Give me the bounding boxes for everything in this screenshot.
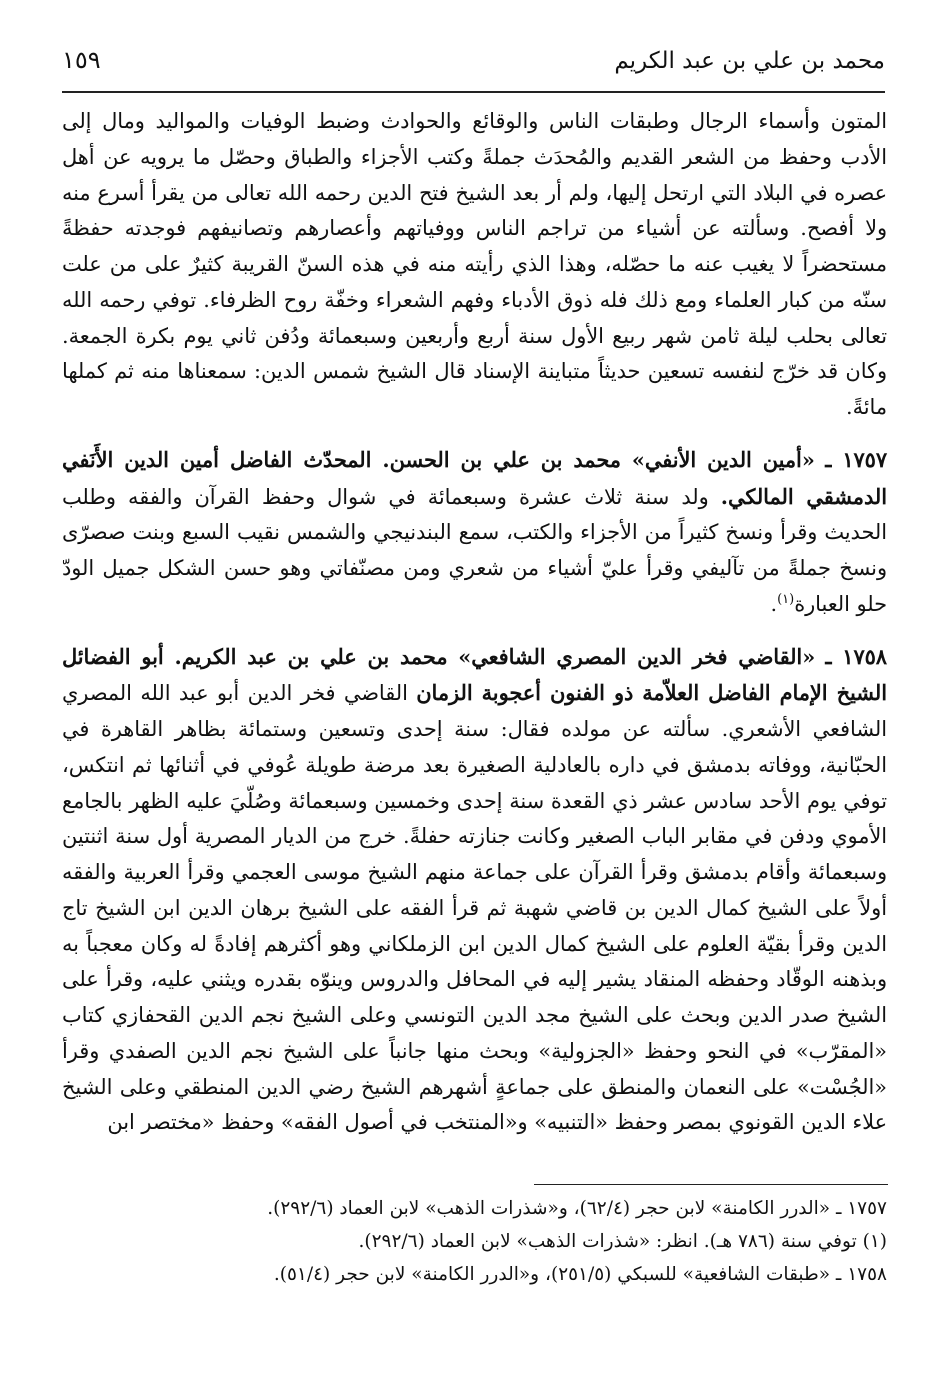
entry-1757 (62, 442, 887, 623)
entry-heading: «أمين الدين الأنفي» محمد بن علي بن الحسن. المحدّث الفاضل أمين الدين الأَنَفي الدمشقي المالكي. (62, 446, 887, 509)
running-title: محمد بن علي بن عبد الكريم (614, 48, 885, 74)
header-rule (62, 91, 885, 93)
entry-heading: «القاضي فخر الدين المصري الشافعي» محمد بن علي بن عبد الكريم. أبو الفضائل الشيخ الإمام الفاضل العلاّمة ذو الفنون أعجوبة الزمان (62, 643, 887, 706)
footnote-1757: ١٧٥٧ ـ «الدرر الكامنة» لابن حجر (٦٢/٤)، و«شذرات الذهب» لابن العماد (٢٩٢/٦). (267, 1198, 887, 1219)
page-number: ١٥٩ (62, 46, 101, 74)
entry-text: ولد سنة ثلاث عشرة وسبعمائة في شوال وحفظ القرآن والفقه وطلب الحديث وقرأ ونسخ كثيراً من الأجزاء والكتب، سمع البندنيجي والشمس نقيب السبع وبنت صصرّى ونسخ جملةً من تآليفي وقرأ عليّ أشياء من شعري ومن مصنّفاتي وهو حسن الشكل جميل الودّ حلو العبارة (62, 484, 887, 616)
intro-paragraph (62, 104, 887, 426)
entry-end: . (770, 591, 778, 616)
entry-text: القاضي فخر الدين أبو عبد الله المصري الشافعي الأشعري. سألته عن مولده فقال: سنة إحدى وتسعين وستمائة بظاهر القاهرة في الحبّانية، ووفاته بدمشق في داره بالعادلية الصغيرة بعد مرضة طويلة عُوفي في أثنائها ثم انتكس، توفي يوم الأحد سادس عشر ذي القعدة سنة إحدى وخمسين وسبعمائة وصُلّيَ عليه الظهر بالجامع الأموي ودفن في مقابر الباب الصغير وكانت جنازته حفلةً. خرج من الديار المصرية أول سنة اثنتين وسبعمائة وأقام بدمشق وقرأ القرآن على جماعة منهم الشيخ موسى العجمي وقرأ العربية والفقه أولاً على الشيخ كمال الدين بن قاضي شهبة ثم قرأ الفقه على الشيخ برهان الدين ابن الشيخ تاج الدين وقرأ بقيّة العلوم على الشيخ كمال الدين ابن الزملكاني وهو أكثرهم إفادةً له وكان معجباً به وبذهنه الوقّاد وحفظه المنقاد يشير إليه في المحافل والدروس وينوّه بقدره ويثني عليه، وقرأ على الشيخ صدر الدين وبحث على الشيخ مجد الدين التونسي وعلى الشيخ نجم الدين القحفازي كتاب «المقرّب» في النحو وحفظ «الجزولية» وبحث منها جانباً على الشيخ نجم الدين الصفدي وقرأ «الجُسْت» على النعمان والمنطق على جماعةٍ أشهرهم الشيخ رضي الدين المنطقي وعلى الشيخ علاء الدين القونوي بمصر وحفظ «التنبيه» و«المنتخب في أصول الفقه» وحفظ «مختصر ابن (62, 681, 887, 1135)
footnote-1758: ١٧٥٨ ـ «طبقات الشافعية» للسبكي (٢٥١/٥)، و«الدرر الكامنة» لابن حجر (٥١/٤). (273, 1264, 887, 1285)
footnotes (62, 1192, 887, 1291)
entry-number: ١٧٥٧ ـ (825, 446, 887, 472)
footnote-1: (١) توفي سنة (٧٨٦ هـ). انظر: «شذرات الذهب» لابن العماد (٢٩٢/٦). (358, 1231, 887, 1252)
entry-number: ١٧٥٨ ـ (825, 643, 887, 669)
footnote-marker: (١) (777, 591, 795, 607)
footnote-rule (534, 1184, 888, 1185)
entry-1758 (62, 639, 887, 1142)
intro-text: المتون وأسماء الرجال وطبقات الناس والوقائع والحوادث وضبط الوفيات والمواليد ومال إلى الأدب وحفظ من الشعر القديم والمُحدَث جملةً وكتب الأجزاء والطباق وحصّل ما يرويه عن أهل عصره في البلاد التي ارتحل إليها، ولم أر بعد الشيخ فتح الدين رحمه الله تعالى من يقرأ أسرع منه ولا أفصح. وسألته عن أشياء من تراجم الناس ووفياتهم وأعصارهم وتصانيفهم فوجدته حفظةً مستحضراً لا يغيب عنه ما حصّله، وهذا الذي رأيته منه في هذه السنّ القريبة كثيرٌ على من علت سنّه من كبار العلماء ومع ذلك فله ذوق الأدباء وفهم الشعراء وخفّة روح الظرفاء. توفي رحمه الله تعالى بحلب ليلة ثامن شهر ربيع الأول سنة أربع وأربعين وسبعمائة ودُفن ثاني يوم بكرة الجمعة. وكان قد خرّج لنفسه تسعين حديثاً متباينة الإسناد قال الشيخ شمس الدين: سمعناها منه ثم كملها مائةً. (62, 109, 887, 419)
page-header (62, 40, 885, 86)
main-text (62, 104, 887, 1141)
